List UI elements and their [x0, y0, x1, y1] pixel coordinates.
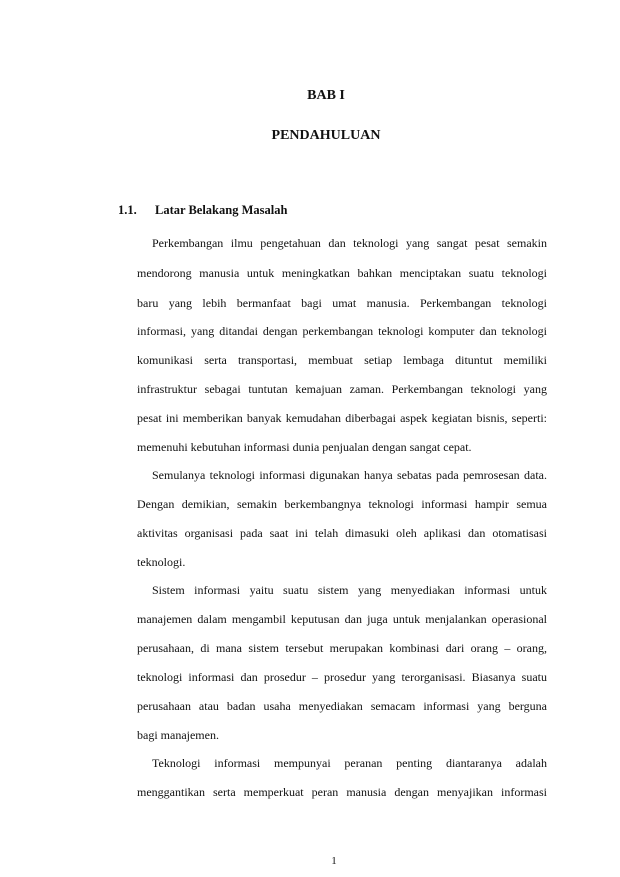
paragraph-line: Dengan demikian, semakin berkembangnya teknologi informasi hampir semua — [137, 497, 547, 511]
paragraph-line: teknologi informasi dan prosedur – prosedur yang terorganisasi. Biasanya suatu — [137, 670, 547, 684]
paragraph-line: bagi manajemen. — [137, 728, 219, 742]
chapter-title: PENDAHULUAN — [271, 128, 381, 143]
paragraph-line: manajemen dalam mengambil keputusan dan juga untuk menjalankan operasional — [137, 612, 547, 626]
paragraph-line: komunikasi serta transportasi, membuat setiap lembaga dituntut memiliki — [137, 353, 547, 367]
paragraph-line: memenuhi kebutuhan informasi dunia penjualan dengan sangat cepat. — [137, 440, 472, 454]
paragraph-line: perusahaan, di mana sistem tersebut merupakan kombinasi dari orang – orang, — [137, 641, 547, 655]
paragraph-line: aktivitas organisasi pada saat ini telah dimasuki oleh aplikasi dan otomatisasi — [137, 526, 547, 540]
paragraph-line: infrastruktur sebagai tuntutan kemajuan zaman. Perkembangan teknologi yang — [137, 382, 547, 396]
paragraph-line: teknologi. — [137, 555, 186, 569]
paragraph-line: baru yang lebih bermanfaat bagi umat manusia. Perkembangan teknologi — [137, 296, 547, 310]
page-number: 1 — [331, 855, 337, 867]
paragraph-line: Sistem informasi yaitu suatu sistem yang menyediakan informasi untuk — [152, 583, 547, 597]
paragraph-line: menggantikan serta memperkuat peran manusia dengan menyajikan informasi — [137, 785, 547, 799]
paragraph-line: perusahaan atau badan usaha menyediakan semacam informasi yang berguna — [137, 699, 547, 713]
paragraph-line: Perkembangan ilmu pengetahuan dan teknologi yang sangat pesat semakin — [152, 236, 547, 250]
section-title: Latar Belakang Masalah — [155, 203, 288, 217]
paragraph-line: Teknologi informasi mempunyai peranan penting diantaranya adalah — [152, 756, 547, 770]
section-number: 1.1. — [118, 203, 137, 217]
paragraph-line: pesat ini memberikan banyak kemudahan diberbagai aspek kegiatan bisnis, seperti: — [137, 411, 547, 425]
section-heading — [118, 203, 287, 218]
paragraph-line: Semulanya teknologi informasi digunakan hanya sebatas pada pemrosesan data. — [152, 468, 547, 482]
paragraph-line: informasi, yang ditandai dengan perkembangan teknologi komputer dan teknologi — [137, 324, 547, 338]
paragraph-line: mendorong manusia untuk meningkatkan bahkan menciptakan suatu teknologi — [137, 266, 547, 280]
chapter-number: BAB I — [307, 88, 345, 103]
